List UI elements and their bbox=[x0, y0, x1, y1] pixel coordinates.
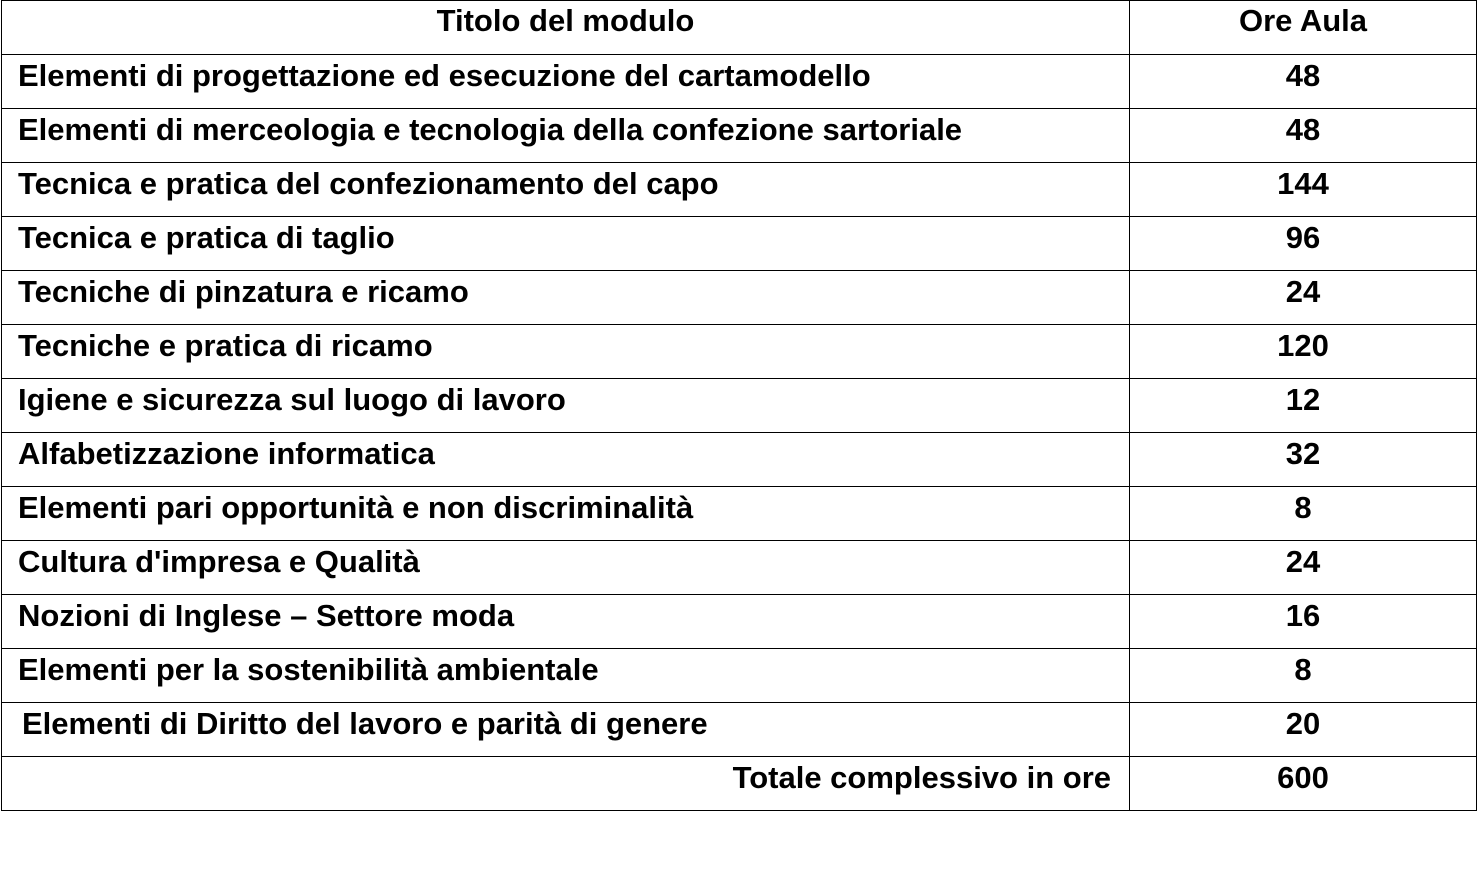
module-title-cell: Cultura d'impresa e Qualità bbox=[2, 541, 1130, 595]
table-row bbox=[2, 649, 1477, 703]
module-hours-cell: 8 bbox=[1130, 649, 1477, 703]
table-row bbox=[2, 163, 1477, 217]
module-hours-cell: 16 bbox=[1130, 595, 1477, 649]
table-row bbox=[2, 379, 1477, 433]
module-hours-cell: 24 bbox=[1130, 541, 1477, 595]
table-row bbox=[2, 433, 1477, 487]
table-row bbox=[2, 271, 1477, 325]
module-title-cell: Nozioni di Inglese – Settore moda bbox=[2, 595, 1130, 649]
module-title-cell: Elementi di progettazione ed esecuzione del cartamodello bbox=[2, 55, 1130, 109]
module-hours-cell: 12 bbox=[1130, 379, 1477, 433]
table-row bbox=[2, 703, 1477, 757]
module-title-cell: Elementi pari opportunità e non discriminalità bbox=[2, 487, 1130, 541]
module-hours-cell: 20 bbox=[1130, 703, 1477, 757]
table-row bbox=[2, 595, 1477, 649]
module-title-cell: Tecniche di pinzatura e ricamo bbox=[2, 271, 1130, 325]
table-row bbox=[2, 55, 1477, 109]
total-row bbox=[2, 757, 1477, 811]
module-hours-cell: 32 bbox=[1130, 433, 1477, 487]
module-title-cell: Alfabetizzazione informatica bbox=[2, 433, 1130, 487]
table-row bbox=[2, 325, 1477, 379]
header-module-title: Titolo del modulo bbox=[2, 1, 1130, 55]
header-classroom-hours: Ore Aula bbox=[1130, 1, 1477, 55]
module-hours-cell: 8 bbox=[1130, 487, 1477, 541]
table-row bbox=[2, 487, 1477, 541]
module-title-cell: Elementi di merceologia e tecnologia della confezione sartoriale bbox=[2, 109, 1130, 163]
module-title-cell: Elementi di Diritto del lavoro e parità di genere bbox=[2, 703, 1130, 757]
module-hours-cell: 24 bbox=[1130, 271, 1477, 325]
module-hours-cell: 96 bbox=[1130, 217, 1477, 271]
total-label: Totale complessivo in ore bbox=[2, 757, 1130, 811]
module-title-cell: Igiene e sicurezza sul luogo di lavoro bbox=[2, 379, 1130, 433]
module-hours-cell: 120 bbox=[1130, 325, 1477, 379]
module-hours-cell: 48 bbox=[1130, 55, 1477, 109]
module-title-cell: Elementi per la sostenibilità ambientale bbox=[2, 649, 1130, 703]
header-row bbox=[2, 1, 1477, 55]
table-row bbox=[2, 109, 1477, 163]
module-hours-cell: 144 bbox=[1130, 163, 1477, 217]
module-hours-cell: 48 bbox=[1130, 109, 1477, 163]
table-row bbox=[2, 541, 1477, 595]
total-hours-value: 600 bbox=[1130, 757, 1477, 811]
module-title-cell: Tecniche e pratica di ricamo bbox=[2, 325, 1130, 379]
module-hours-table bbox=[1, 0, 1477, 811]
table-row bbox=[2, 217, 1477, 271]
module-title-cell: Tecnica e pratica di taglio bbox=[2, 217, 1130, 271]
module-title-cell: Tecnica e pratica del confezionamento del capo bbox=[2, 163, 1130, 217]
